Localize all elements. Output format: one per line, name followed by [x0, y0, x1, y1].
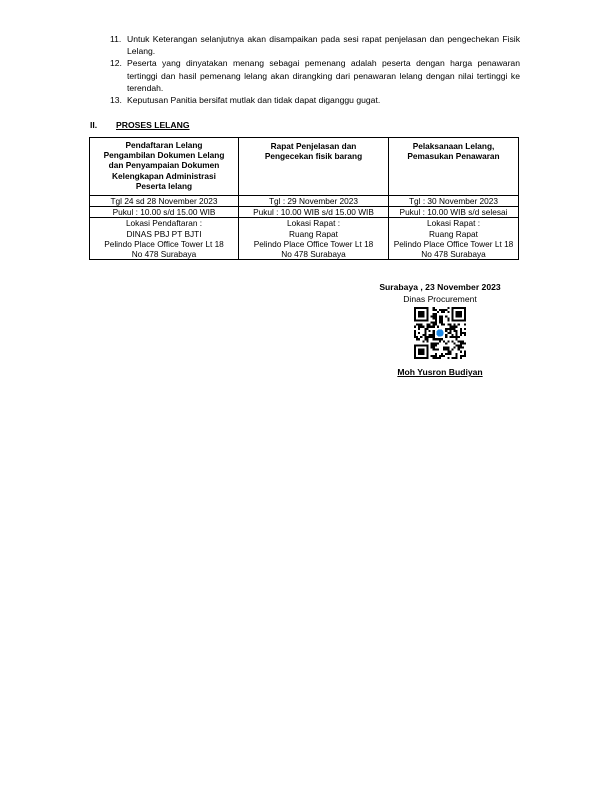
list-item: [110, 57, 520, 94]
list-item-text: Keputusan Panitia bersifat mutlak dan tidak dapat diganggu gugat.: [127, 95, 381, 106]
table-cell: Tgl 24 sd 28 November 2023: [90, 196, 239, 207]
location-line: No 478 Surabaya: [421, 249, 486, 260]
table-header-row: [90, 138, 519, 196]
table-cell: Pukul : 10.00 WIB s/d selesai: [389, 207, 519, 218]
location-line: No 478 Surabaya: [281, 249, 346, 260]
header-cell-registration: [90, 138, 239, 196]
qr-code-icon: [414, 307, 466, 359]
location-line: Ruang Rapat: [289, 228, 338, 239]
location-line: Lokasi Rapat :: [286, 218, 341, 229]
header-line: Kelengkapan Administrasi: [112, 170, 216, 181]
header-cell-briefing: [239, 138, 389, 196]
place-date: Surabaya , 23 November 2023: [379, 282, 501, 292]
section-number: II.: [90, 120, 98, 130]
table-cell: [90, 218, 239, 260]
list-item-number: 13.: [110, 95, 122, 106]
section-heading: [90, 120, 190, 130]
location-line: Pelindo Place Office Tower Lt 18: [104, 238, 224, 249]
table-cell: Tgl : 30 November 2023: [389, 196, 519, 207]
signer-name: Moh Yusron Budiyan: [397, 367, 483, 378]
list-item-text: Peserta yang dinyatakan menang sebagai pemenang adalah peserta dengan harga penawaran tertinggi dan hasil pemenang lelang akan dirangking dari penawaran lelang dengan nilai tertinggi ke terendah.: [127, 58, 520, 93]
header-line: Pengambilan Dokumen Lelang: [103, 150, 225, 161]
location-line: Lokasi Rapat :: [426, 218, 481, 229]
list-item: [110, 33, 520, 57]
list-item-number: 11.: [110, 34, 122, 44]
header-cell-auction: [389, 138, 519, 196]
header-line: Pengecekan fisik barang: [264, 151, 363, 162]
header-line: Peserta lelang: [135, 180, 193, 191]
header-line: dan Penyampaian Dokumen: [108, 160, 220, 171]
table-cell: [389, 218, 519, 260]
location-line: Lokasi Pendaftaran :: [125, 218, 203, 229]
header-line: Pelaksanaan Lelang,: [412, 141, 495, 151]
table-row-locations: [90, 218, 519, 260]
table-cell: Tgl : 29 November 2023: [239, 196, 389, 207]
table-cell: Pukul : 10.00 s/d 15.00 WIB: [90, 207, 239, 218]
schedule-table: [89, 137, 519, 260]
header-line: Rapat Penjelasan dan: [270, 141, 357, 151]
table-cell: Pukul : 10.00 WIB s/d 15.00 WIB: [239, 207, 389, 218]
list-item: [110, 94, 520, 106]
header-line: Pemasukan Penawaran: [407, 151, 500, 162]
numbered-list: [110, 33, 520, 106]
signature-block: [365, 282, 515, 379]
department: Dinas Procurement: [403, 293, 477, 304]
list-item-text: Untuk Keterangan selanjutnya akan disampaikan pada sesi rapat penjelasan dan pengechekan Fisik Lelang.: [127, 34, 520, 57]
table-row-times: [90, 207, 519, 218]
location-line: DINAS PBJ PT BJTI: [126, 228, 202, 239]
table-cell: [239, 218, 389, 260]
header-line: Pendaftaran Lelang: [125, 140, 203, 150]
location-line: Ruang Rapat: [429, 228, 478, 239]
location-line: Pelindo Place Office Tower Lt 18: [393, 238, 514, 249]
location-line: Pelindo Place Office Tower Lt 18: [253, 238, 374, 249]
list-item-number: 12.: [110, 58, 122, 69]
location-line: No 478 Surabaya: [131, 249, 197, 260]
table-row-dates: [90, 196, 519, 207]
section-title: PROSES LELANG: [116, 120, 190, 130]
